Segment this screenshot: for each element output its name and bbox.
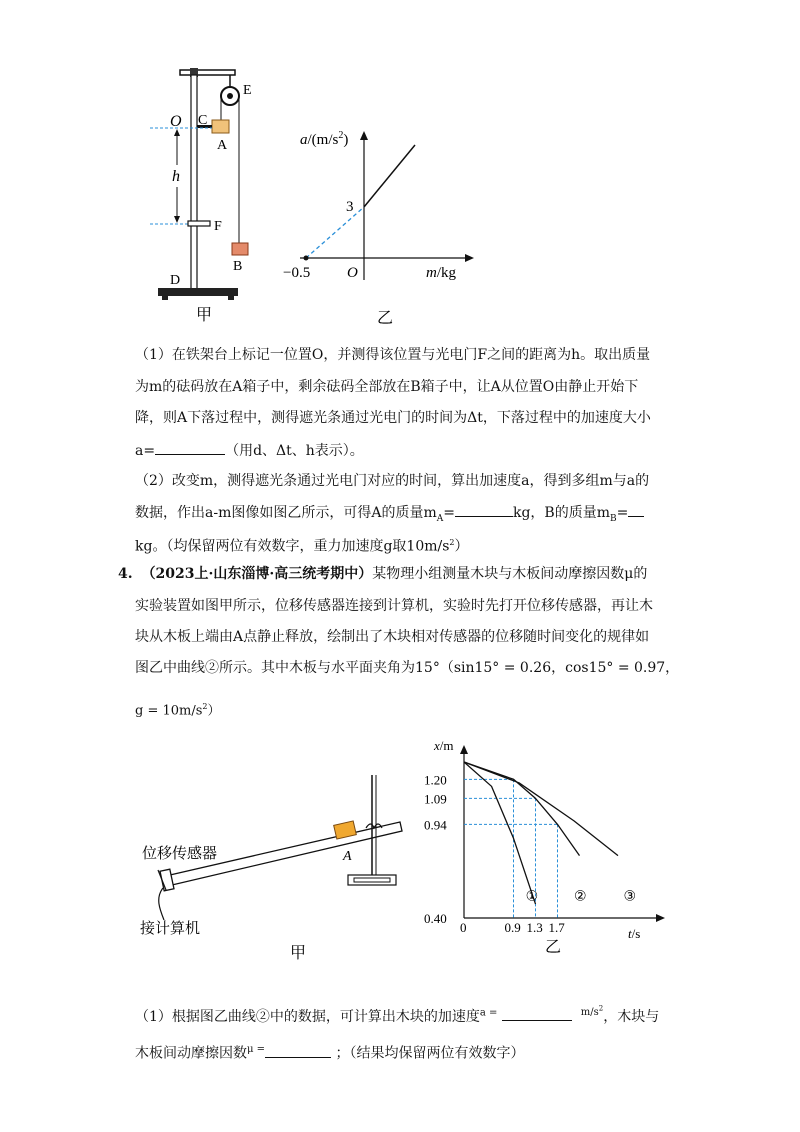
answer-blank-acc[interactable] xyxy=(502,1006,572,1021)
answer-blank-a[interactable] xyxy=(155,440,225,455)
intercept-label: 3 xyxy=(346,199,354,215)
label-B: B xyxy=(233,259,243,274)
y-tick-2: 1.09 xyxy=(424,791,447,807)
top-bar xyxy=(180,70,235,75)
graph-extension xyxy=(306,207,364,258)
y-tick-0: 0.40 xyxy=(424,911,447,926)
q4-sub1: （1）根据图乙曲线②中的数据，可计算出木块的加速度$^{a =}$ $^{m/s^2}$，木块与 xyxy=(135,1005,660,1025)
y-tick-1: 0.94 xyxy=(424,817,447,833)
sensor-cable xyxy=(159,888,164,920)
q3-p1-line1: （1）在铁架台上标记一位置O，并测得该位置与光电门F之间的距离为h。取出质量 xyxy=(135,347,651,363)
x-neg-label: −0.5 xyxy=(283,265,311,281)
series-line-2 xyxy=(464,762,580,856)
q3-p1-line2: 为m的砝码放在A箱子中，剩余砝码全部放在B箱子中，让A从位置O由静止开始下 xyxy=(135,379,639,395)
fig2-caption: 乙 xyxy=(377,310,394,327)
y-tick-3: 1.20 xyxy=(424,772,447,788)
q4-line2: 实验装置如图甲所示，位移传感器连接到计算机，实验时先打开位移传感器，再让木 xyxy=(135,598,653,614)
base-foot-left xyxy=(162,296,168,300)
label-F: F xyxy=(214,219,222,234)
sensor-label: 位移传感器 xyxy=(142,846,218,862)
answer-blank-mu[interactable] xyxy=(265,1043,331,1058)
box-B xyxy=(232,243,248,255)
series-line-3 xyxy=(464,762,618,856)
fig3-caption: 甲 xyxy=(290,945,307,962)
base xyxy=(158,288,238,296)
series-label-1: ① xyxy=(525,889,539,905)
label-D: D xyxy=(170,273,181,288)
answer-blank-mB[interactable] xyxy=(628,502,644,517)
q4-sub2: 木板间动摩擦因数$^{\mu =}$ ；（结果均保留两位有效数字） xyxy=(135,1044,525,1062)
photogate-F xyxy=(188,221,210,226)
q4-line3: 块从木板上端由A点静止释放，绘制出了木块相对传感器的位移随时间变化的规律如 xyxy=(135,629,650,645)
q4-line5: $g = 10m/s^2$） xyxy=(135,702,221,719)
figure-incline xyxy=(130,770,420,970)
q3-p1-line3: 降，则A下落过程中，测得遮光条通过光电门的时间为Δt，下落过程中的加速度大小 xyxy=(135,410,651,426)
graph-line xyxy=(364,145,415,207)
q3-p2-line3: kg。（均保留两位有效数字，重力加速度g取$10m/s^2$） xyxy=(135,538,469,555)
point-A-label: A xyxy=(343,849,352,864)
q3-p2-line1: （2）改变m，测得遮光条通过光电门对应的时间，算出加速度a，得到多组m与a的 xyxy=(135,473,650,489)
x-tick-0: 0 xyxy=(460,920,467,935)
label-E: E xyxy=(243,83,252,98)
x-tick-1: 0.9 xyxy=(504,920,521,935)
base-foot-right xyxy=(228,296,234,300)
label-h: h xyxy=(172,168,180,185)
q3-p2-line2: 数据，作出a-m图像如图乙所示，可得A的质量$m_A=$ kg，B的质量$m_B=$ xyxy=(135,502,644,529)
x-tick-2: 1.3 xyxy=(526,920,543,935)
figure-a-m-graph xyxy=(280,125,480,330)
y-axis-label: $a/(m/s^2)$ xyxy=(300,130,349,148)
pole xyxy=(191,75,197,290)
origin-label: O xyxy=(347,265,358,281)
box-A xyxy=(212,120,229,133)
figure-iron-stand xyxy=(150,60,280,325)
chart-ylabel: x/m xyxy=(434,740,454,753)
chart-caption: 乙 xyxy=(545,939,562,956)
chart-xlabel: t/s xyxy=(628,926,641,941)
label-O: O xyxy=(170,113,182,130)
label-C: C xyxy=(198,113,208,128)
fig1-caption: 甲 xyxy=(196,307,213,324)
x-axis-label: m/kg xyxy=(426,265,457,281)
figure-x-t-chart xyxy=(420,740,670,960)
answer-blank-mA[interactable] xyxy=(455,502,513,517)
series-line-1 xyxy=(464,762,536,904)
label-A: A xyxy=(217,138,228,153)
series-label-2: ② xyxy=(574,889,587,905)
series-label-3: ③ xyxy=(623,889,637,905)
q4-line4: 图乙中曲线②所示。其中木板与水平面夹角为15°（sin15° = 0.26，cos15° = 0.97， xyxy=(135,660,680,676)
q4-line1: 4. （2023上·山东淄博·高三统考期中）某物理小组测量木块与木板间动摩擦因数μ的 xyxy=(118,566,648,582)
q3-p1-line4: a= （用d、Δt、h表示）。 xyxy=(135,440,364,461)
x-tick-3: 1.7 xyxy=(548,920,565,935)
computer-label: 接计算机 xyxy=(140,921,201,937)
